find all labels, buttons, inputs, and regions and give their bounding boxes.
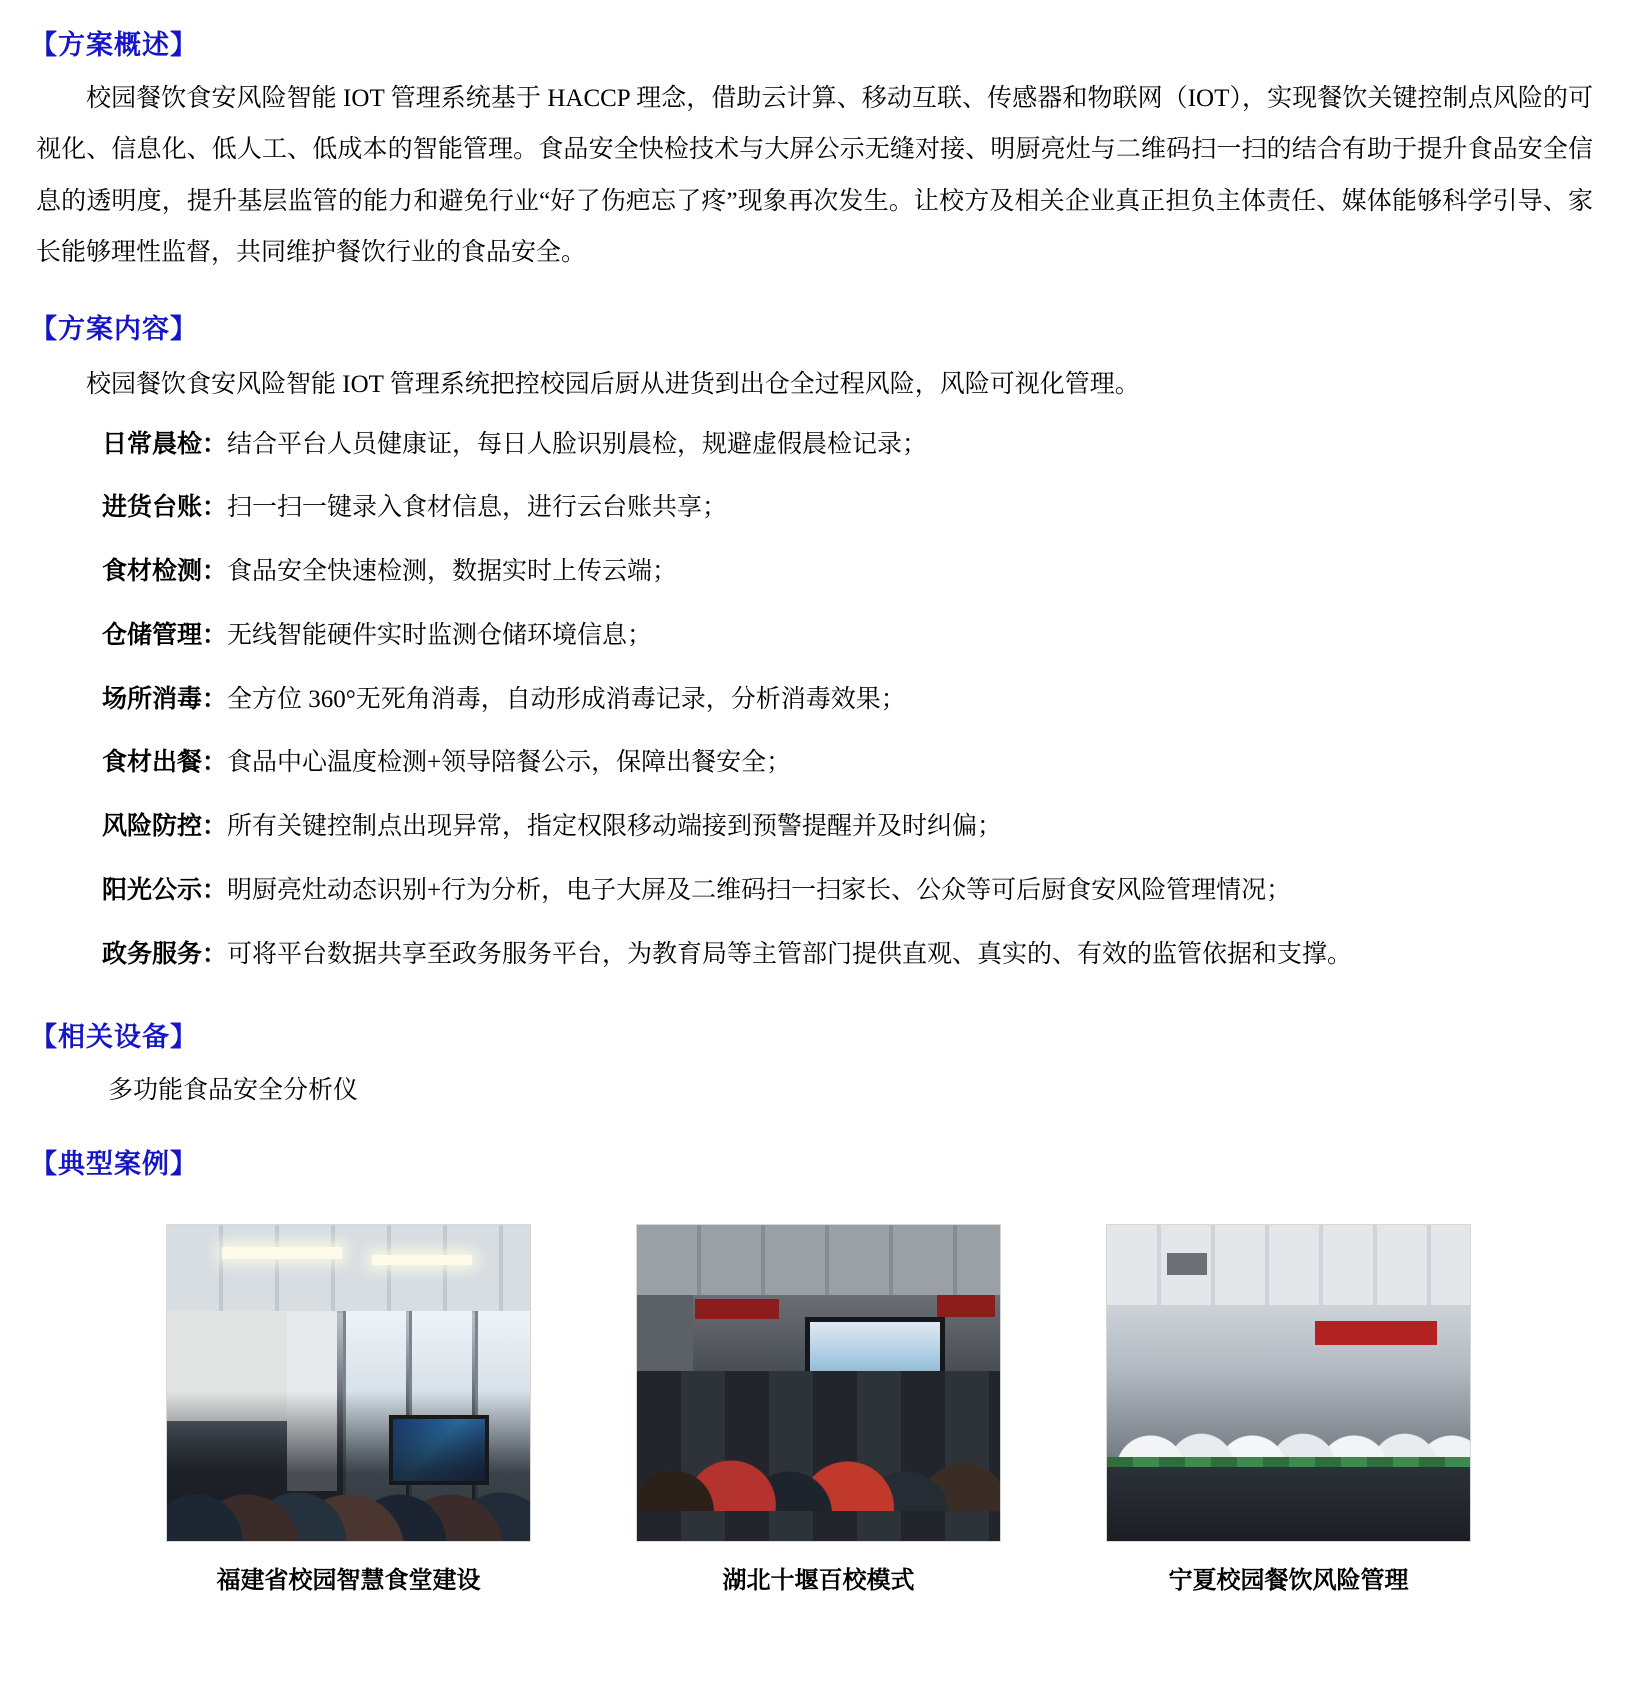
list-item — [30, 795, 1597, 859]
feature-desc: 可将平台数据共享至政务服务平台，为教育局等主管部门提供直观、真实的、有效的监管依据和支撑。 — [227, 940, 1353, 968]
case-photo-fujian — [166, 1224, 531, 1542]
list-item — [30, 668, 1597, 732]
case-item — [166, 1224, 531, 1598]
feature-desc: 全方位 360°无死角消毒，自动形成消毒记录，分析消毒效果； — [227, 685, 906, 713]
feature-desc: 无线智能硬件实时监测仓储环境信息； — [227, 621, 653, 649]
feature-desc: 明厨亮灶动态识别+行为分析，电子大屏及二维码扫一扫家长、公众等可后厨食安风险管理情况； — [227, 876, 1292, 904]
case-gallery — [30, 1208, 1597, 1614]
section-heading-cases: 【典型案例】 — [30, 1148, 198, 1180]
list-item — [30, 859, 1597, 923]
feature-desc: 结合平台人员健康证，每日人脸识别晨检，规避虚假晨检记录； — [227, 430, 928, 458]
feature-term: 场所消毒： — [102, 683, 228, 713]
feature-term: 进货台账： — [102, 492, 228, 522]
case-item — [1106, 1224, 1471, 1598]
feature-desc: 所有关键控制点出现异常，指定权限移动端接到预警提醒并及时纠偏； — [227, 813, 1003, 841]
section-heading-content: 【方案内容】 — [30, 314, 198, 346]
case-caption: 湖北十堰百校模式 — [722, 1565, 915, 1594]
feature-term: 阳光公示： — [102, 874, 228, 904]
feature-desc: 扫一扫一键录入食材信息，进行云台账共享； — [227, 494, 728, 522]
feature-term: 食材出餐： — [102, 747, 228, 777]
case-item — [636, 1224, 1001, 1598]
case-caption: 福建省校园智慧食堂建设 — [216, 1565, 481, 1594]
content-lead-paragraph: 校园餐饮食安风险智能 IOT 管理系统把控校园后厨从进货到出仓全过程风险，风险可视化管理。 — [86, 371, 1140, 399]
list-item — [30, 413, 1597, 477]
feature-term: 食材检测： — [102, 556, 228, 586]
feature-term: 政务服务： — [102, 938, 228, 968]
feature-list — [30, 413, 1597, 987]
case-caption: 宁夏校园餐饮风险管理 — [1168, 1565, 1409, 1594]
list-item — [30, 604, 1597, 668]
feature-term: 风险防控： — [102, 811, 228, 841]
list-item — [30, 476, 1597, 540]
list-item — [30, 540, 1597, 604]
list-item — [30, 731, 1597, 795]
feature-desc: 食品中心温度检测+领导陪餐公示，保障出餐安全； — [227, 749, 792, 777]
device-item: 多功能食品安全分析仪 — [108, 1076, 359, 1104]
list-item — [30, 923, 1597, 987]
case-photo-ningxia — [1106, 1224, 1471, 1542]
case-photo-hubei — [636, 1224, 1001, 1542]
feature-term: 仓储管理： — [102, 619, 228, 649]
overview-paragraph: 校园餐饮食安风险智能 IOT 管理系统基于 HACCP 理念，借助云计算、移动互联、传感器和物联网（IOT），实现餐饮关键控制点风险的可视化、信息化、低人工、低成本的智能管理。食品安全快检技术与大屏公示无缝对接、明厨亮灶与二维码扫一扫的结合有助于提升食品安全信息的透明度，提升基层监管的能力和避免行业“好了伤疤忘了疼”现象再次发生。让校方及相关企业真正担负主体责任、媒体能够科学引导、家长能够理性监督，共同维护餐饮行业的食品安全。 — [36, 85, 1593, 266]
feature-term: 日常晨检： — [102, 428, 228, 458]
feature-desc: 食品安全快速检测，数据实时上传云端； — [227, 558, 678, 586]
section-heading-overview: 【方案概述】 — [30, 30, 198, 61]
section-heading-devices: 【相关设备】 — [30, 1022, 198, 1054]
